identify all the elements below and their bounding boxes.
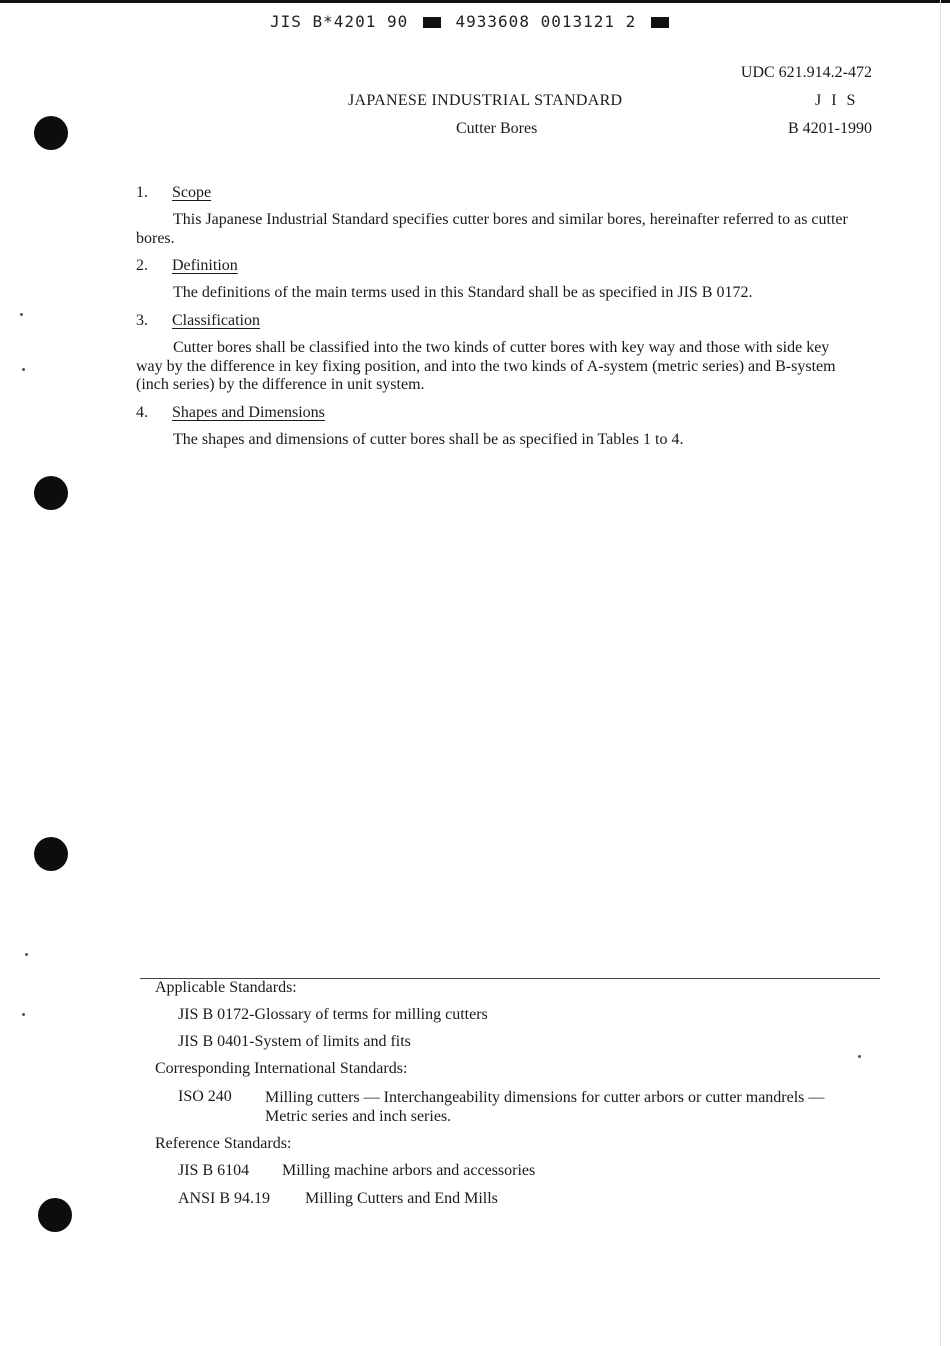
section-heading-definition: Definition [172, 257, 238, 274]
section-number: 3. [136, 312, 148, 329]
applicable-standards-heading: Applicable Standards: [155, 979, 297, 996]
jis-mark: J I S [815, 92, 859, 109]
international-standard-code: ISO 240 [178, 1088, 232, 1105]
section-heading-shapes-dimensions: Shapes and Dimensions [172, 404, 325, 421]
punch-hole-icon [34, 837, 68, 871]
barcode-block-icon [423, 17, 441, 28]
scan-code-right: 4933608 0013121 2 [455, 12, 637, 31]
international-standards-heading: Corresponding International Standards: [155, 1060, 408, 1077]
scan-speck [20, 313, 23, 316]
punch-hole-icon [34, 116, 68, 150]
section-body-definition: The definitions of the main terms used in this Standard shall be as specified in JIS B 0172. [173, 284, 753, 301]
standard-title: JAPANESE INDUSTRIAL STANDARD [348, 92, 623, 109]
section-number: 1. [136, 184, 148, 201]
scan-speck [25, 953, 28, 956]
applicable-standard-item: JIS B 0401-System of limits and fits [178, 1033, 411, 1050]
punch-hole-icon [34, 476, 68, 510]
section-number: 2. [136, 257, 148, 274]
scan-header-code [270, 12, 710, 31]
scan-edge-line [940, 0, 941, 1346]
section-body-scope: This Japanese Industrial Standard specifies cutter bores and similar bores, hereinafter referred to as cutter bores. [136, 211, 848, 247]
section-heading-scope: Scope [172, 184, 212, 201]
barcode-block-icon [651, 17, 669, 28]
reference-standard-code: JIS B 6104 [178, 1162, 250, 1179]
international-standard-description: Milling cutters — Interchangeability dimensions for cutter arbors or cutter mandrels — Metric series and inch series. [265, 1089, 825, 1125]
applicable-standard-item: JIS B 0172-Glossary of terms for milling cutters [178, 1006, 488, 1023]
punch-hole-icon [38, 1198, 72, 1232]
standard-number: B 4201-1990 [788, 120, 872, 137]
reference-standard-description: Milling machine arbors and accessories [282, 1162, 536, 1179]
reference-standard-code: ANSI B 94.19 [178, 1190, 271, 1207]
udc-number: UDC 621.914.2-472 [740, 64, 872, 81]
scan-speck [858, 1055, 861, 1058]
reference-standard-description: Milling Cutters and End Mills [305, 1190, 498, 1207]
document-title: Cutter Bores [456, 120, 538, 137]
section-number: 4. [136, 404, 148, 421]
scan-speck [22, 368, 25, 371]
reference-standards-heading: Reference Standards: [155, 1135, 292, 1152]
scan-top-rule [0, 0, 950, 3]
section-heading-classification: Classification [172, 312, 260, 329]
scan-code-left: JIS B*4201 90 [270, 12, 409, 31]
scan-speck [22, 1013, 25, 1016]
section-body-shapes-dimensions: The shapes and dimensions of cutter bores shall be as specified in Tables 1 to 4. [173, 431, 684, 448]
section-body-classification: Cutter bores shall be classified into the two kinds of cutter bores with key way and those with side key way by the difference in key fixing position, and into the two kinds of A-system (metric series) and B-system (inch series) by the difference in unit system. [136, 339, 836, 393]
